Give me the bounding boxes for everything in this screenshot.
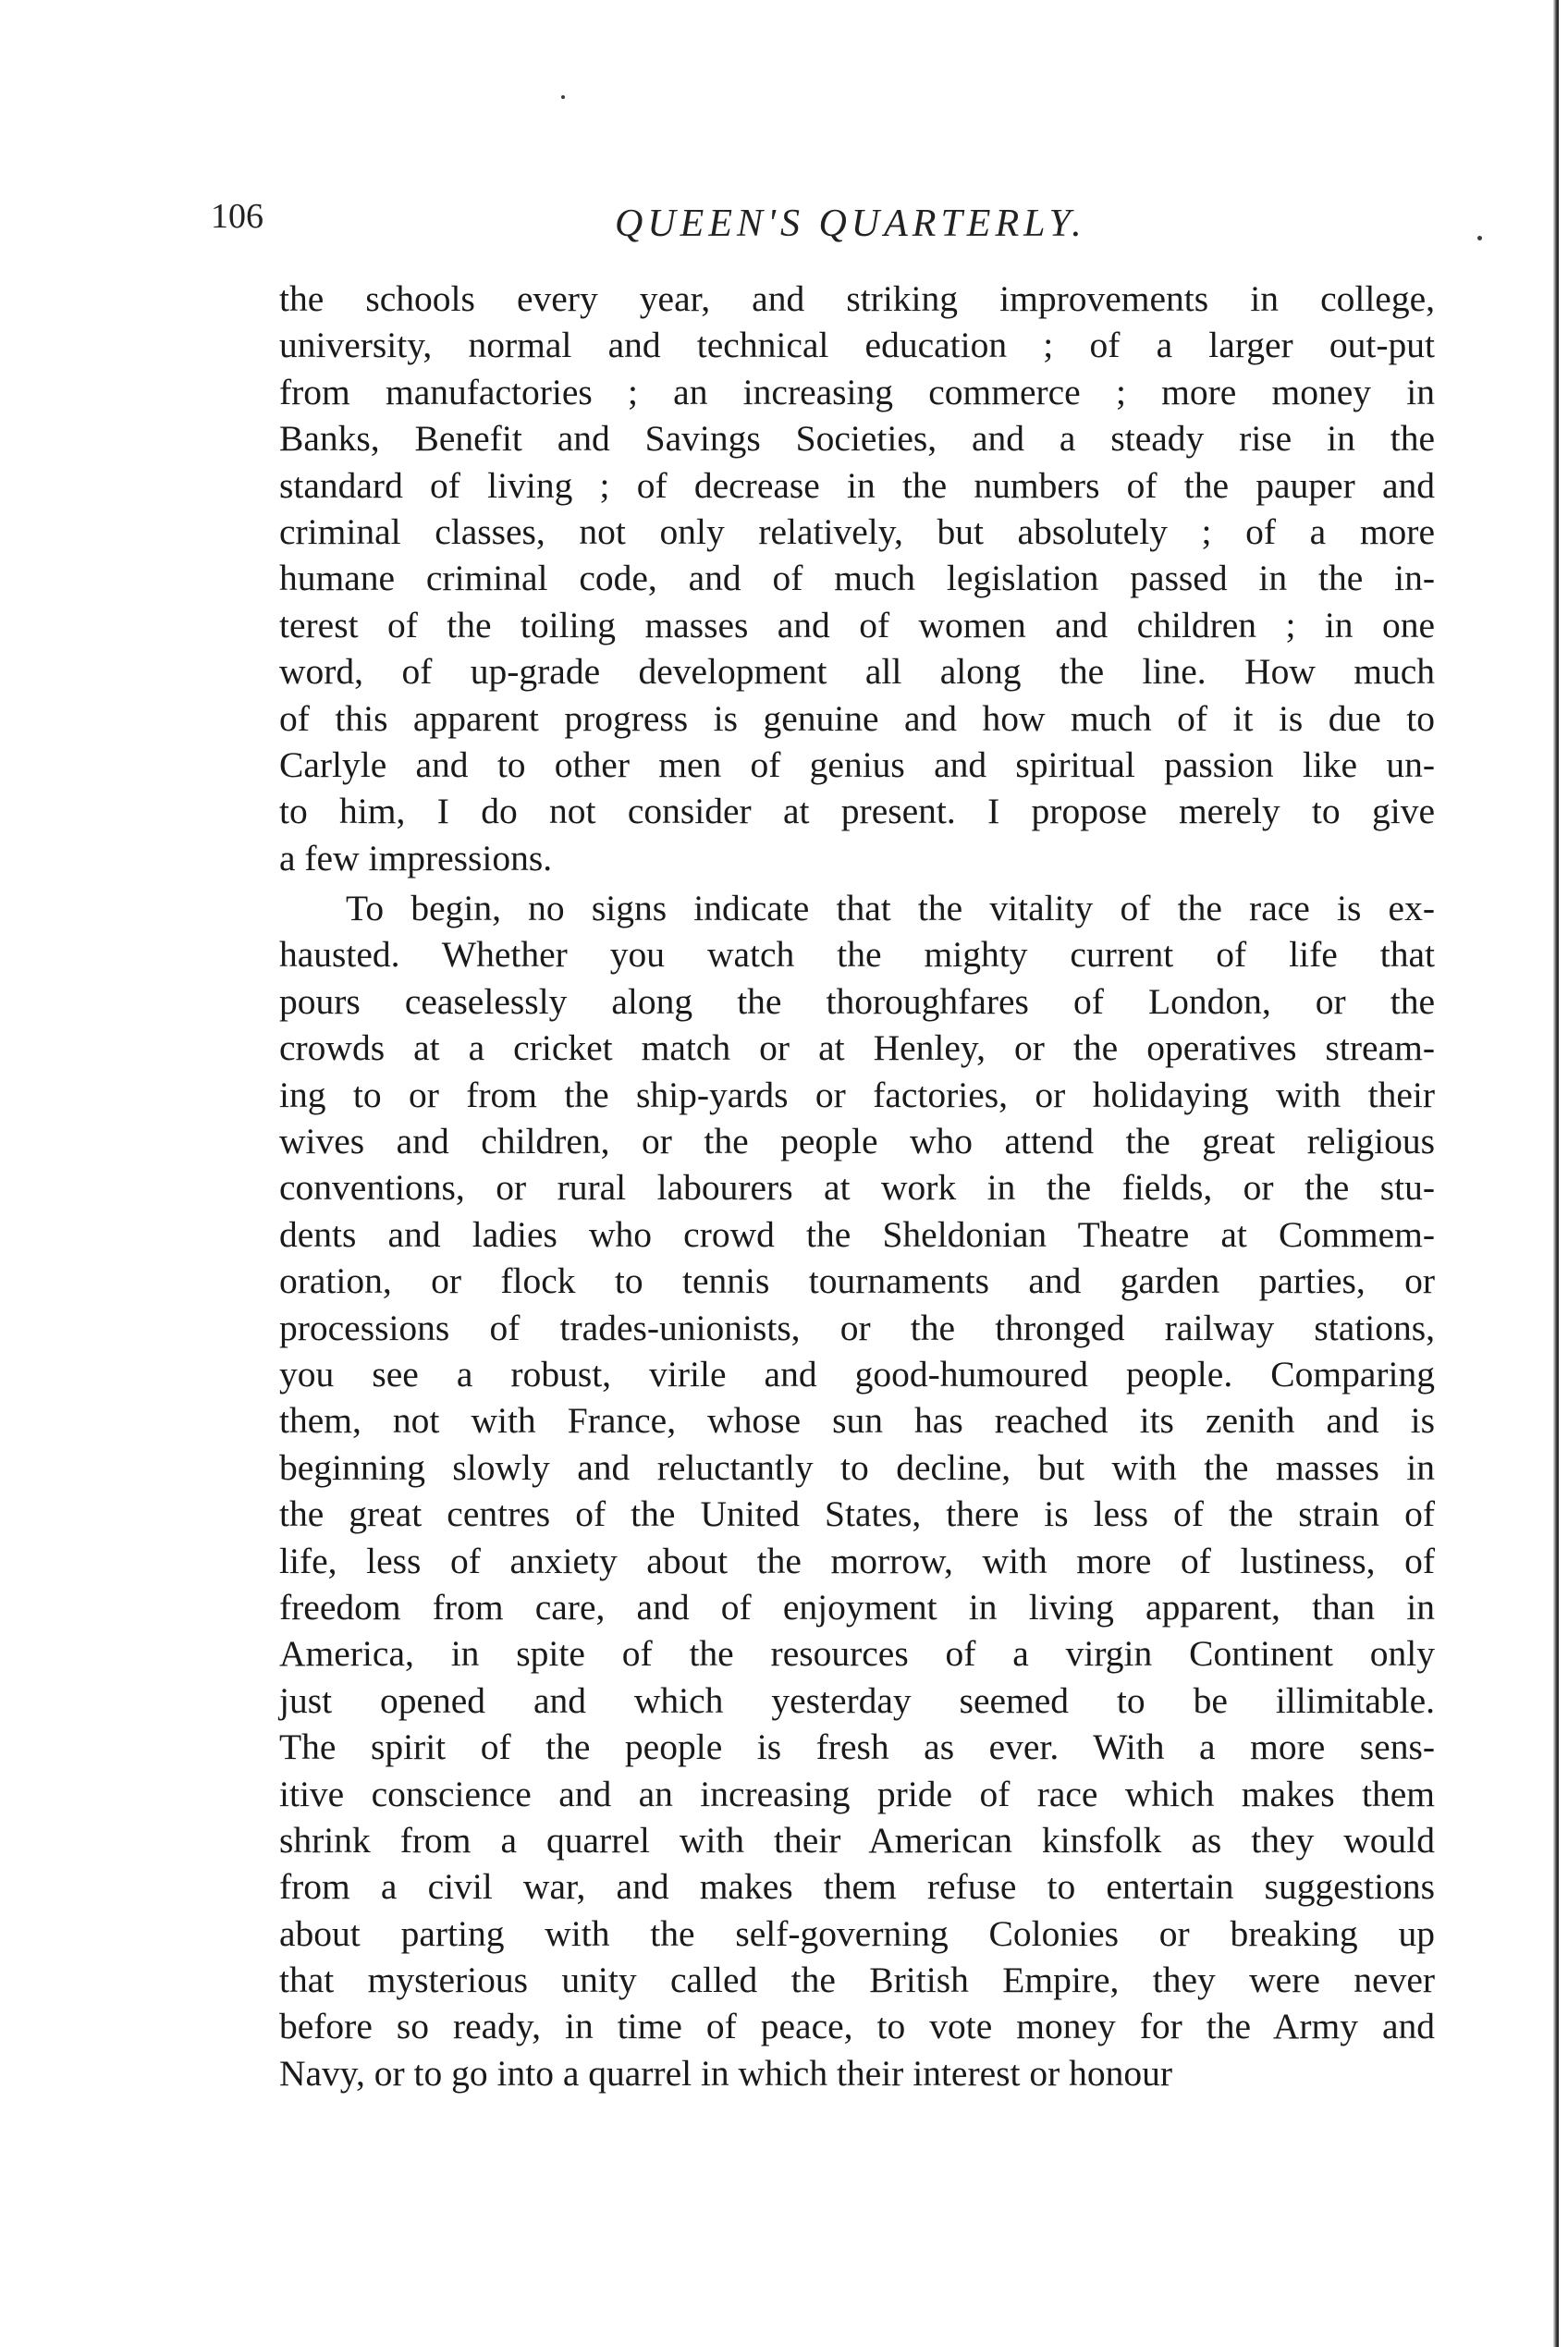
running-head: QUEEN'S QUARTERLY. xyxy=(615,203,1086,245)
text-line: Banks, Benefit and Savings Societies, and a steady rise in the xyxy=(279,418,1435,460)
text-line: processions of trades-unionists, or the thronged railway stations, xyxy=(279,1307,1435,1348)
text-line: Carlyle and to other men of genius and spiritual passion like un- xyxy=(279,743,1435,785)
text-line: terest of the toiling masses and of women and children ; in one xyxy=(279,604,1435,645)
text-line: from a civil war, and makes them refuse to entertain suggestions xyxy=(279,1866,1435,1908)
body-text xyxy=(279,276,1435,2096)
text-line: hausted. Whether you watch the mighty current of life that xyxy=(279,934,1435,976)
text-line: wives and children, or the people who attend the great religious xyxy=(279,1121,1435,1162)
text-line: The spirit of the people is fresh as ever. With a more sens- xyxy=(279,1726,1435,1768)
text-line: To begin, no signs indicate that the vitality of the race is ex- xyxy=(346,888,1435,929)
text-line: oration, or flock to tennis tournaments and garden parties, or xyxy=(279,1260,1435,1302)
text-line: about parting with the self-governing Colonies or breaking up xyxy=(279,1912,1435,1954)
text-line: just opened and which yesterday seemed to be illimitable. xyxy=(279,1679,1435,1721)
scan-speck xyxy=(1477,236,1482,240)
text-line: dents and ladies who crowd the Sheldonian Theatre at Commem- xyxy=(279,1213,1435,1255)
scan-speck xyxy=(561,95,565,99)
text-line: to him, I do not consider at present. I propose merely to give xyxy=(279,791,1435,832)
text-line: ing to or from the ship-yards or factories, or holidaying with their xyxy=(279,1074,1435,1115)
text-line: word, of up-grade development all along the line. How much xyxy=(279,651,1435,693)
page-edge-shadow xyxy=(1553,0,1559,2347)
text-line: shrink from a quarrel with their American kinsfolk as they would xyxy=(279,1819,1435,1861)
text-line: that mysterious unity called the British Empire, they were never xyxy=(279,1960,1435,2001)
text-line: criminal classes, not only relatively, but absolutely ; of a more xyxy=(279,510,1435,552)
text-line: pours ceaselessly along the thoroughfares of London, or the xyxy=(279,980,1435,1022)
text-line: before so ready, in time of peace, to vote money for the Army and xyxy=(279,2006,1435,2047)
text-line: a few impressions. xyxy=(279,837,553,879)
text-line: you see a robust, virile and good-humoured people. Comparing xyxy=(279,1353,1435,1395)
text-line: humane criminal code, and of much legislation passed in the in- xyxy=(279,558,1435,599)
text-line: from manufactories ; an increasing commerce ; more money in xyxy=(279,371,1435,412)
text-line: university, normal and technical education ; of a larger out-put xyxy=(279,325,1435,366)
text-line: beginning slowly and reluctantly to decline, but with the masses in xyxy=(279,1446,1435,1488)
text-line: them, not with France, whose sun has reached its zenith and is xyxy=(279,1400,1435,1442)
text-line: the great centres of the United States, there is less of the strain of xyxy=(279,1493,1435,1535)
text-line: standard of living ; of decrease in the numbers of the pauper and xyxy=(279,464,1435,506)
text-line: freedom from care, and of enjoyment in living apparent, than in xyxy=(279,1586,1435,1628)
text-line: America, in spite of the resources of a virgin Continent only xyxy=(279,1633,1435,1675)
text-line: life, less of anxiety about the morrow, with more of lustiness, of xyxy=(279,1540,1435,1581)
text-line: itive conscience and an increasing pride of race which makes them xyxy=(279,1773,1435,1814)
text-line: of this apparent progress is genuine and how much of it is due to xyxy=(279,697,1435,739)
text-line: crowds at a cricket match or at Henley, or the operatives stream- xyxy=(279,1027,1435,1069)
paragraph xyxy=(279,885,1435,2096)
text-line: conventions, or rural labourers at work in the fields, or the stu- xyxy=(279,1167,1435,1209)
paragraph xyxy=(279,276,1435,881)
page-number: 106 xyxy=(211,197,263,236)
text-line: Navy, or to go into a quarrel in which their interest or honour xyxy=(279,2052,1173,2094)
text-line: the schools every year, and striking improvements in college, xyxy=(279,278,1435,319)
